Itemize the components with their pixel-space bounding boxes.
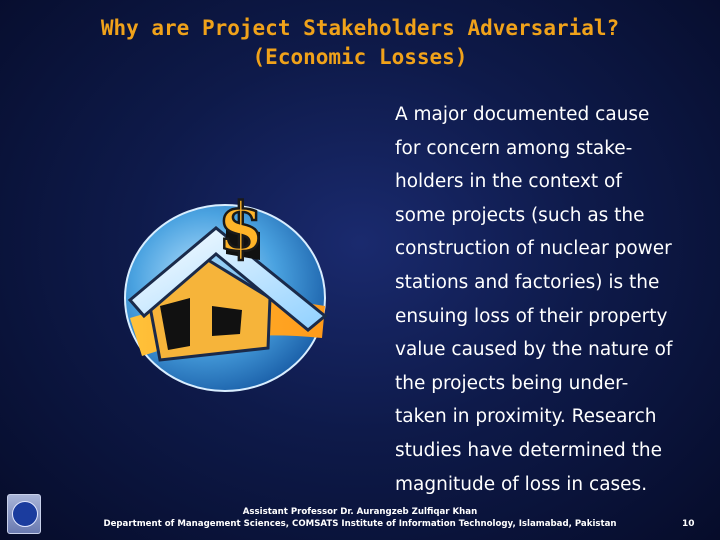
body-line: the projects being under- [395,372,629,394]
slide-title-line-2: (Economic Losses) [252,45,468,69]
body-line: construction of nuclear power [395,238,672,260]
body-line: stations and factories) is the [395,271,660,293]
footer-department: Department of Management Sciences, COMSATS Institute of Information Technology, Islamabad, Pakistan [103,519,617,529]
body-line: magnitude of loss in cases. [395,473,648,495]
body-line: A major documented cause [395,104,650,125]
logo-emblem [12,501,38,527]
house-dollar-icon [120,188,330,393]
house-dollar-graphic [120,188,330,393]
body-line: value caused by the nature of [395,339,673,361]
slide-title-line-1: Why are Project Stakeholders Adversarial? [100,16,620,40]
slide-title [0,14,720,72]
body-line: some projects (such as the [395,204,645,226]
footer-author: Assistant Professor Dr. Aurangzeb Zulfiqar Khan [242,507,478,517]
dollar-sign-glyph: $ [218,188,264,266]
body-line: ensuing loss of their property [395,305,668,327]
page-number: 10 [682,519,695,529]
institution-logo-icon [7,494,41,534]
body-line: taken in proximity. Research [395,406,657,428]
body-line: studies have determined the [395,439,662,461]
body-line: holders in the context of [395,171,622,193]
body-line: for concern among stake- [395,137,633,159]
body-paragraph [395,98,713,501]
